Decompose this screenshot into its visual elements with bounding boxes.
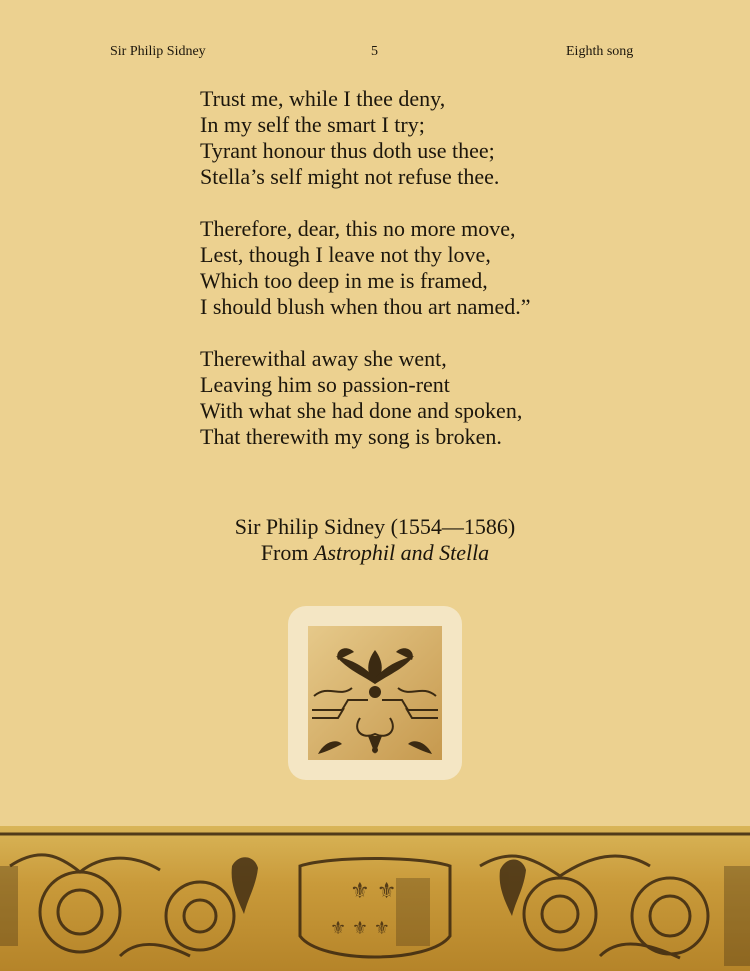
poem <box>200 86 620 476</box>
fleuron-ornament-icon <box>308 626 442 760</box>
poem-line: Leaving him so passion-rent <box>200 372 450 397</box>
attribution-from: From <box>260 540 314 565</box>
page-number: 5 <box>371 44 378 59</box>
attribution-source <box>0 540 750 566</box>
attribution <box>0 514 750 566</box>
poem-line: Lest, though I leave not thy love, <box>200 242 491 267</box>
poem-line: In my self the smart I try; <box>200 112 425 137</box>
poem-line: With what she had done and spoken, <box>200 398 523 423</box>
poem-line: Which too deep in me is framed, <box>200 268 488 293</box>
ornament-frame <box>288 606 462 780</box>
decorative-border-band-icon <box>0 826 750 971</box>
poem-line: Stella’s self might not refuse thee. <box>200 164 500 189</box>
attribution-work-title: Astrophil and Stella <box>314 540 490 565</box>
stanza <box>200 86 620 190</box>
running-header <box>0 44 750 64</box>
poem-line: Tyrant honour thus doth use thee; <box>200 138 495 163</box>
header-title: Eighth song <box>566 44 634 59</box>
stanza <box>200 216 620 320</box>
poem-line: That therewith my song is broken. <box>200 424 502 449</box>
poem-line: Trust me, while I thee deny, <box>200 86 446 111</box>
poem-line: Therewithal away she went, <box>200 346 447 371</box>
poem-line: I should blush when thou art named.” <box>200 294 531 319</box>
header-author: Sir Philip Sidney <box>110 44 206 59</box>
poem-line: Therefore, dear, this no more move, <box>200 216 516 241</box>
border-pattern-icon <box>0 826 750 971</box>
svg-text:⚜ ⚜: ⚜ ⚜ <box>350 879 397 904</box>
attribution-author: Sir Philip Sidney (1554—1586) <box>234 514 516 539</box>
svg-text:⚜ ⚜ ⚜: ⚜ ⚜ ⚜ <box>330 918 390 939</box>
stanza <box>200 346 620 450</box>
